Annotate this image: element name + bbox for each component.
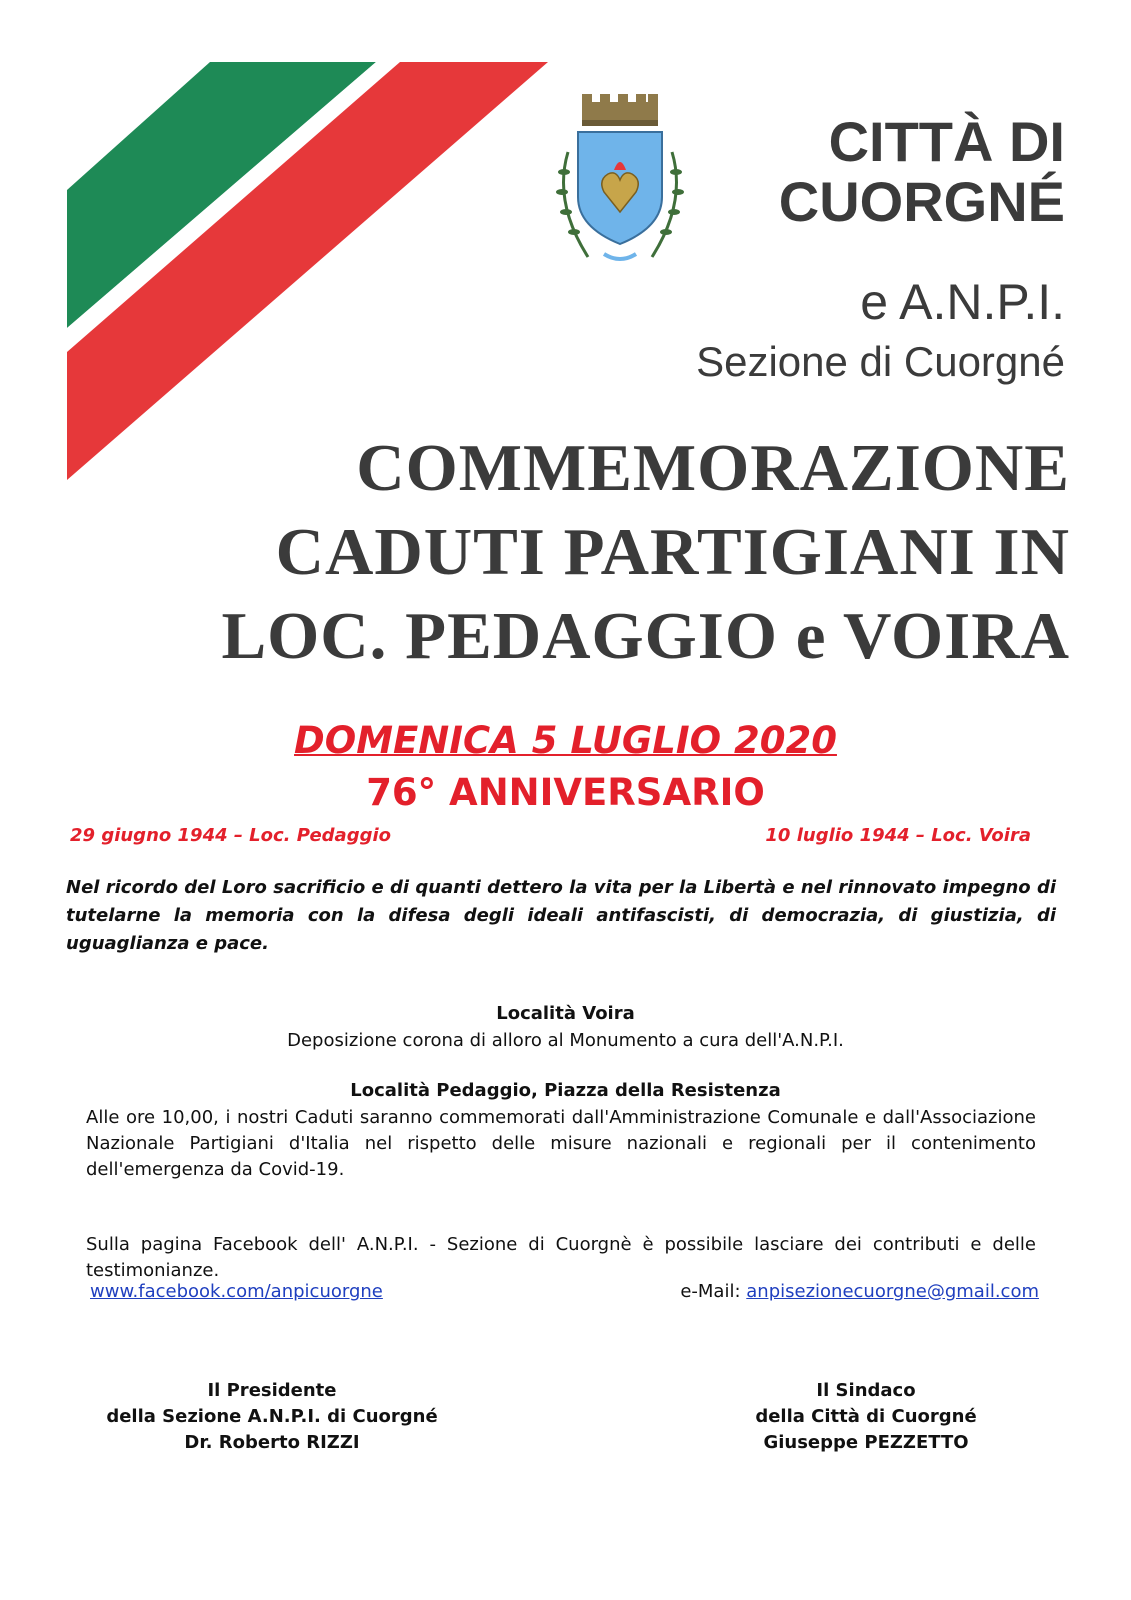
- headline-line: CADUTI PARTIGIANI IN: [275, 515, 1070, 589]
- city-title-line: CUORGNÉ: [778, 170, 1065, 233]
- anniversary: 76° ANNIVERSARIO: [366, 771, 765, 814]
- event-pedaggio-date: 29 giugno 1944 – Loc. Pedaggio: [70, 825, 392, 846]
- event-date: DOMENICA 5 LUGLIO 2020: [294, 719, 837, 762]
- dedication-text: Nel ricordo del Loro sacrificio e di quanti dettero la vita per la Libertà e nel rinnovato impegno di tutelarne la memoria con la difesa degli ideali antifascisti, di democrazia, di giustizia, di uguaglianza e pace.: [66, 877, 1056, 954]
- voira-title: Località Voira: [496, 1003, 635, 1024]
- city-title: [645, 112, 1065, 232]
- event-voira-date: 10 luglio 1944 – Loc. Voira: [765, 825, 1031, 846]
- section-title: Sezione di Cuorgné: [696, 338, 1065, 385]
- signature-line: Giuseppe PEZZETTO: [763, 1432, 969, 1453]
- anpi-title: e A.N.P.I.: [860, 274, 1065, 330]
- signature-president: [32, 1378, 512, 1456]
- headline: [60, 426, 1070, 678]
- facebook-text: Sulla pagina Facebook dell' A.N.P.I. - Sezione di Cuorgnè è possibile lasciare dei contributi e delle testimonianze.: [86, 1234, 1036, 1281]
- signature-mayor: [626, 1378, 1106, 1456]
- email-row: [680, 1279, 1039, 1305]
- voira-text: Deposizione corona di alloro al Monumento a cura dell'A.N.P.I.: [287, 1030, 844, 1051]
- email-label: e-Mail:: [680, 1281, 741, 1302]
- pedaggio-title: Località Pedaggio, Piazza della Resistenza: [350, 1080, 781, 1101]
- signature-line: della Città di Cuorgné: [755, 1406, 977, 1427]
- city-title-line: CITTÀ DI: [828, 110, 1065, 173]
- signature-line: Il Sindaco: [816, 1380, 916, 1401]
- headline-line: COMMEMORAZIONE: [356, 431, 1070, 505]
- signature-line: Dr. Roberto RIZZI: [184, 1432, 360, 1453]
- signature-line: della Sezione A.N.P.I. di Cuorgné: [106, 1406, 438, 1427]
- headline-line: LOC. PEDAGGIO e VOIRA: [221, 599, 1070, 673]
- facebook-link[interactable]: www.facebook.com/anpicuorgne: [90, 1281, 383, 1302]
- pedaggio-text: Alle ore 10,00, i nostri Caduti saranno commemorati dall'Amministrazione Comunale e dall'Associazione Nazionale Partigiani d'Italia nel rispetto delle misure nazionali e regionali per il contenimento dell'emergenza da Covid-19.: [86, 1107, 1036, 1180]
- signature-line: Il Presidente: [207, 1380, 337, 1401]
- email-link[interactable]: anpisezionecuorgne@gmail.com: [746, 1281, 1039, 1302]
